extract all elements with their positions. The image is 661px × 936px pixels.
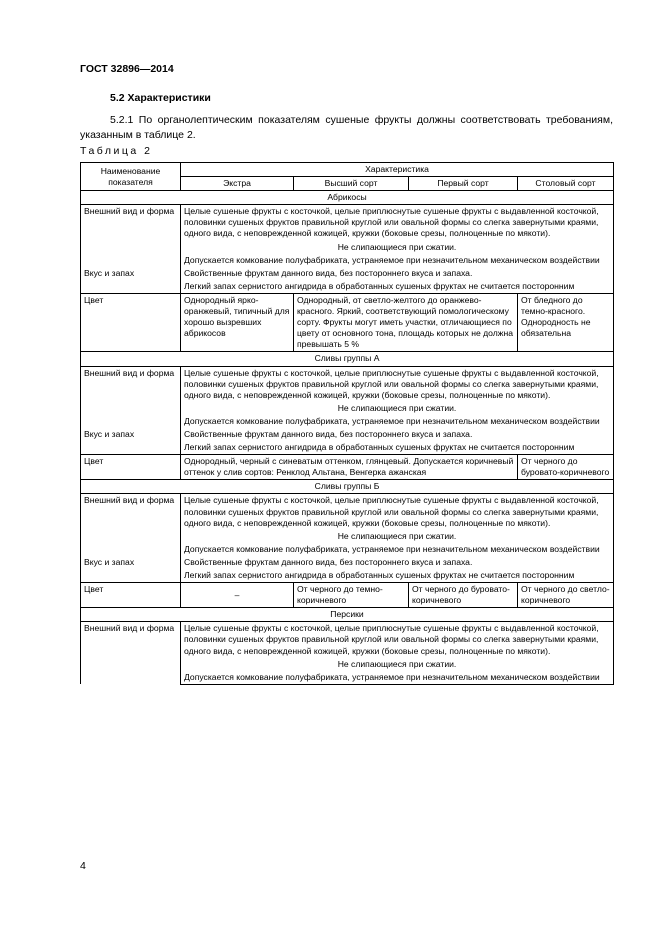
header-grade-extra: Экстра bbox=[181, 177, 294, 191]
cell-look-extra: Допускается комкование полуфабриката, устраняемое при незначительном механическом воздействии bbox=[181, 671, 614, 685]
cell-color-extra: – bbox=[181, 583, 294, 608]
row-label-look: Внешний вид и форма bbox=[81, 366, 181, 428]
row-label-taste: Вкус и запах bbox=[81, 267, 181, 294]
cell-look-note: Не слипающиеся при сжатии. bbox=[181, 658, 614, 671]
cell-color-table: От бледного до темно-красного. Однородность не обязательна bbox=[518, 293, 614, 351]
cell-color-first: От черного до буровато-коричневого bbox=[409, 583, 518, 608]
paragraph-5-2-1: 5.2.1 По органолептическим показателям сушеные фрукты должны соответствовать требованиям, указанным в таблице 2. bbox=[80, 114, 613, 141]
document-header: ГОСТ 32896—2014 bbox=[80, 63, 174, 75]
characteristics-table bbox=[80, 162, 614, 685]
cell-look-note: Не слипающиеся при сжатии. bbox=[181, 241, 614, 254]
cell-color-table: От черного до светло-коричневого bbox=[518, 583, 614, 608]
cell-look-extra: Допускается комкование полуфабриката, устраняемое при незначительном механическом воздействии bbox=[181, 543, 614, 556]
table-caption: Таблица 2 bbox=[80, 145, 153, 157]
cell-taste-1: Свойственные фруктам данного вида, без постороннего вкуса и запаха. bbox=[181, 428, 614, 441]
group-plums-b: Сливы группы Б bbox=[81, 480, 614, 494]
header-grade-table: Столовый сорт bbox=[518, 177, 614, 191]
cell-look-text: Целые сушеные фрукты с косточкой, целые приплюснутые сушеные фрукты с выдавленной косточкой, половинки сушеных фруктов правильной круглой или овальной формы со слегка завернутыми краями, одного вида, с неповрежденной кожицей, кружки (боковые срезы, полноценные по мякоти). bbox=[181, 622, 614, 658]
cell-color-extra: Однородный ярко-оранжевый, типичный для хорошо вызревших абрикосов bbox=[181, 293, 294, 351]
row-label-look: Внешний вид и форма bbox=[81, 205, 181, 267]
header-indicator-name: Наименование показателя bbox=[81, 163, 181, 191]
row-label-color: Цвет bbox=[81, 583, 181, 608]
cell-look-text: Целые сушеные фрукты с косточкой, целые приплюснутые сушеные фрукты с выдавленной косточкой, половинки сушеных фруктов правильной круглой или овальной формы со слегка завернутыми краями, одного вида, с неповрежденной кожицей, кружки (боковые срезы, полноценные по мякоти). bbox=[181, 494, 614, 530]
cell-color-highest: От черного до темно-коричневого bbox=[294, 583, 409, 608]
cell-look-note: Не слипающиеся при сжатии. bbox=[181, 402, 614, 415]
cell-look-extra: Допускается комкование полуфабриката, устраняемое при незначительном механическом воздействии bbox=[181, 415, 614, 428]
group-apricots: Абрикосы bbox=[81, 191, 614, 205]
header-grade-highest: Высший сорт bbox=[294, 177, 409, 191]
cell-taste-2: Легкий запах сернистого ангидрида в обработанных сушеных фруктах не считается посторонним bbox=[181, 280, 614, 294]
header-grade-first: Первый сорт bbox=[409, 177, 518, 191]
row-label-color: Цвет bbox=[81, 455, 181, 480]
row-label-taste: Вкус и запах bbox=[81, 428, 181, 455]
cell-color-highest-first: Однородный, от светло-желтого до оранжево-красного. Яркий, соответствующий помологическому сорту. Фрукты могут иметь участки, отличающиеся по цвету от основного тона, площадь которых не должна превышать 5 % bbox=[294, 293, 518, 351]
cell-color-table: От черного до буровато-коричневого bbox=[518, 455, 614, 480]
cell-taste-2: Легкий запах сернистого ангидрида в обработанных сушеных фруктах не считается посторонним bbox=[181, 441, 614, 455]
row-label-taste: Вкус и запах bbox=[81, 556, 181, 583]
row-label-color: Цвет bbox=[81, 293, 181, 351]
cell-look-note: Не слипающиеся при сжатии. bbox=[181, 530, 614, 543]
cell-look-text: Целые сушеные фрукты с косточкой, целые приплюснутые сушеные фрукты с выдавленной косточкой, половинки сушеных фруктов правильной круглой или овальной формы со слегка завернутыми краями, одного вида, с неповрежденной кожицей, кружки (боковые срезы, полноценные по мякоти). bbox=[181, 366, 614, 402]
cell-taste-1: Свойственные фруктам данного вида, без постороннего вкуса и запаха. bbox=[181, 267, 614, 280]
cell-look-extra: Допускается комкование полуфабриката, устраняемое при незначительном механическом воздействии bbox=[181, 254, 614, 267]
cell-taste-2: Легкий запах сернистого ангидрида в обработанных сушеных фруктах не считается посторонним bbox=[181, 569, 614, 583]
cell-taste-1: Свойственные фруктам данного вида, без постороннего вкуса и запаха. bbox=[181, 556, 614, 569]
section-title: 5.2 Характеристики bbox=[110, 92, 211, 104]
cell-color-main: Однородный, черный с синеватым оттенком, глянцевый. Допускается коричневый оттенок у слив сортов: Ренклод Альтана, Венгерка ажанская bbox=[181, 455, 518, 480]
page-number: 4 bbox=[80, 860, 86, 872]
header-characteristic: Характеристика bbox=[181, 163, 614, 177]
group-peaches: Персики bbox=[81, 608, 614, 622]
group-plums-a: Сливы группы А bbox=[81, 352, 614, 366]
cell-look-text: Целые сушеные фрукты с косточкой, целые приплюснутые сушеные фрукты с выдавленной косточкой, половинки сушеных фруктов правильной круглой или овальной формы со слегка завернутыми краями, одного вида, с неповрежденной кожицей, кружки (боковые срезы, полноценные по мякоти). bbox=[181, 205, 614, 241]
row-label-look: Внешний вид и форма bbox=[81, 494, 181, 556]
row-label-look: Внешний вид и форма bbox=[81, 622, 181, 684]
